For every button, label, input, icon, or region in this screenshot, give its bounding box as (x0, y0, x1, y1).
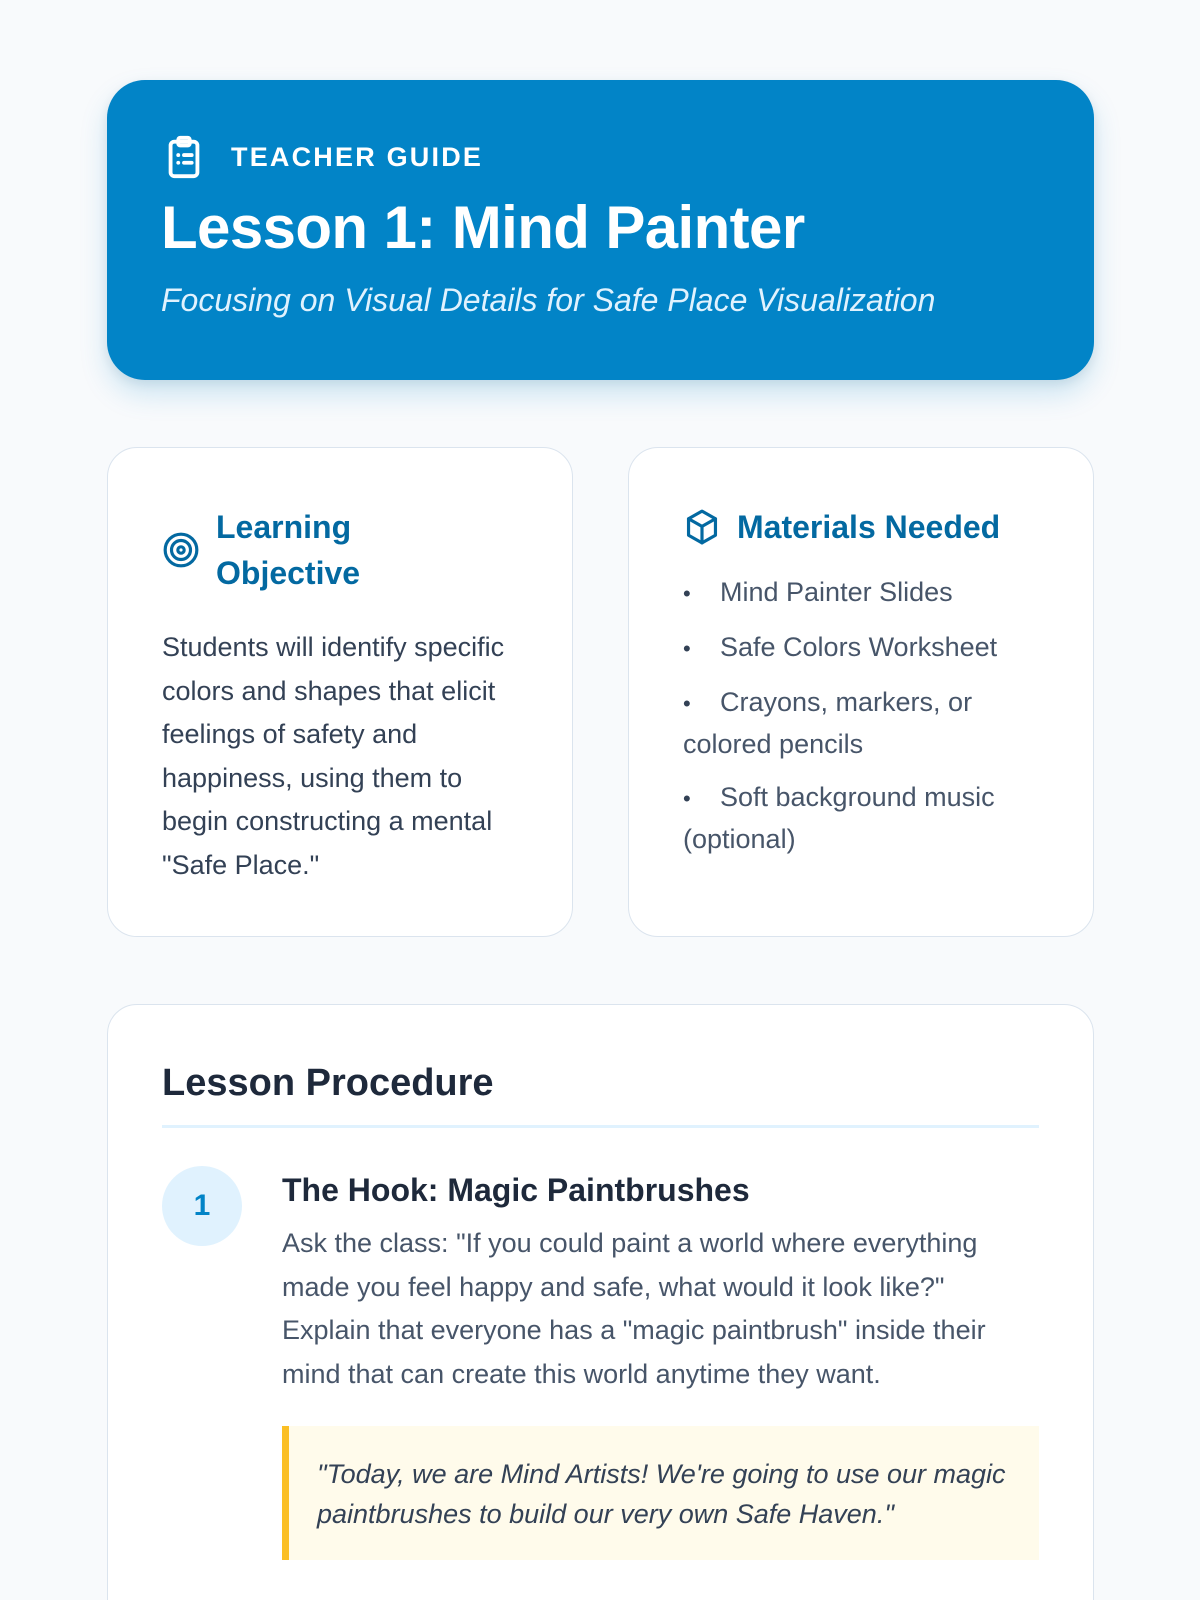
step-description: Ask the class: "If you could paint a world where everything made you feel happy and safe, what would it look like?" Explain that everyone has a "magic paintbrush" inside their mind that can create this world anytime they want. (282, 1228, 986, 1389)
lesson-subtitle: Focusing on Visual Details for Safe Place Visualization (161, 282, 936, 318)
materials-list-item: • Crayons, markers, or colored pencils (683, 682, 1039, 764)
cube-icon (683, 508, 721, 546)
teacher-script-quote: "Today, we are Mind Artists! We're going to use our magic paintbrushes to build our very own Safe Haven." (282, 1426, 1039, 1560)
learning-objective-heading (162, 504, 518, 596)
materials-list-item: • Soft background music (optional) (683, 777, 1039, 859)
materials-list (683, 572, 1039, 859)
eyebrow-label: TEACHER GUIDE (231, 141, 484, 172)
materials-list-item: • Mind Painter Slides (683, 572, 1039, 614)
step-number-badge: 1 (162, 1166, 242, 1246)
learning-objective-card (107, 447, 573, 937)
lesson-procedure-card (107, 1004, 1094, 1600)
learning-objective-text: Students will identify specific colors and shapes that elicit feelings of safety and happiness, using them to begin constructing a mental "Safe Place." (162, 632, 505, 880)
materials-needed-heading (683, 504, 1039, 550)
lesson-header (107, 80, 1094, 380)
bullet-dot-icon: • (683, 581, 691, 606)
lesson-procedure-title: Lesson Procedure (162, 1062, 494, 1104)
materials-needed-title: Materials Needed (737, 509, 1001, 545)
learning-objective-title: Learning Objective (216, 509, 361, 591)
step-title: The Hook: Magic Paintbrushes (282, 1172, 750, 1208)
procedure-step (162, 1168, 1039, 1560)
bullet-dot-icon: • (683, 636, 691, 661)
lesson-title: Lesson 1: Mind Painter (161, 194, 805, 261)
bullet-dot-icon: • (683, 786, 691, 811)
bullet-dot-icon: • (683, 691, 691, 716)
clipboard-list-icon (161, 134, 207, 180)
materials-needed-card (628, 447, 1094, 937)
target-icon (162, 531, 200, 569)
procedure-divider (162, 1125, 1039, 1128)
eyebrow-row (161, 134, 483, 180)
materials-list-item: • Safe Colors Worksheet (683, 627, 1039, 669)
